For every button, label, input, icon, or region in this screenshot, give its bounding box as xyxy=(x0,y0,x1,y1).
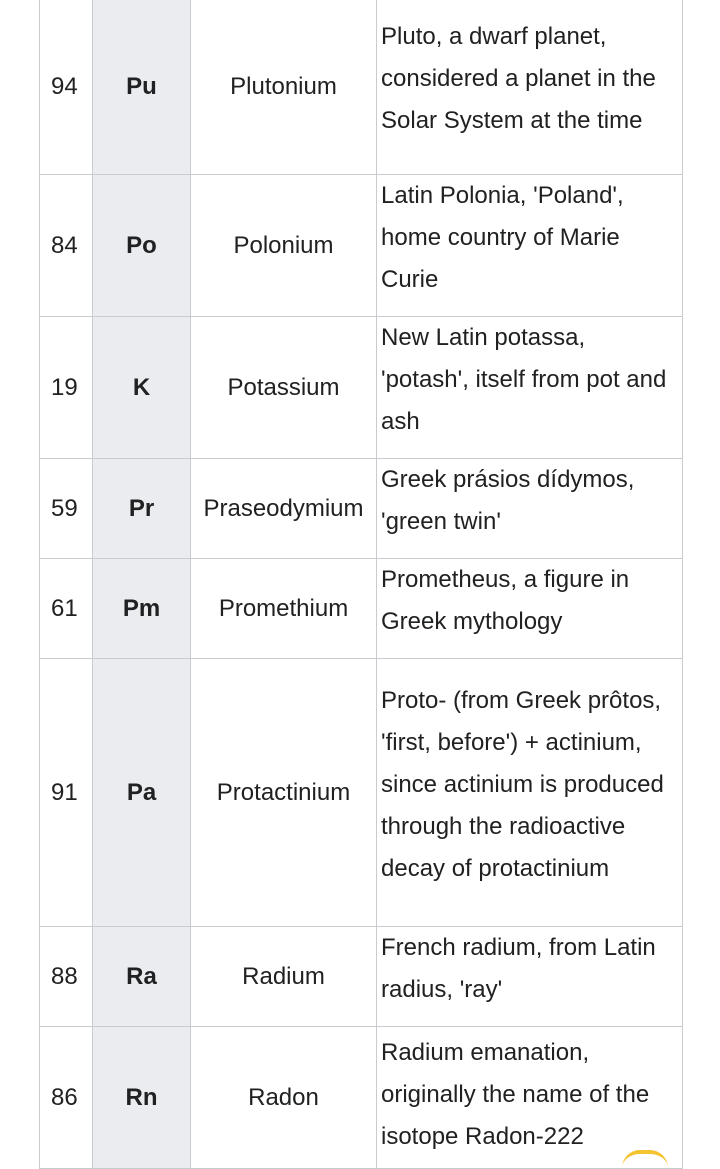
table-row xyxy=(40,559,683,659)
element-symbol: Pm xyxy=(93,559,191,659)
atomic-number: 19 xyxy=(40,317,93,459)
name-origin-text: Radium emanation, originally the name of the isotope Radon-222 xyxy=(381,1038,650,1150)
atomic-number: 84 xyxy=(40,175,93,317)
element-symbol: Rn xyxy=(93,1027,191,1169)
table-row xyxy=(40,927,683,1027)
table-row xyxy=(40,459,683,559)
element-name: Praseodymium xyxy=(191,459,377,559)
atomic-number: 91 xyxy=(40,659,93,927)
name-origin xyxy=(377,0,683,175)
element-name: Potassium xyxy=(191,317,377,459)
element-name: Plutonium xyxy=(191,0,377,175)
atomic-number: 88 xyxy=(40,927,93,1027)
atomic-number: 61 xyxy=(40,559,93,659)
name-origin-text: French radium, from Latin radius, 'ray' xyxy=(381,933,656,1003)
element-name: Polonium xyxy=(191,175,377,317)
element-symbol: Pu xyxy=(93,0,191,175)
elements-table xyxy=(39,0,683,1169)
element-symbol: K xyxy=(93,317,191,459)
element-name: Radon xyxy=(191,1027,377,1169)
name-origin xyxy=(377,1027,683,1169)
table-row xyxy=(40,1027,683,1169)
name-origin-text: Pluto, a dwarf planet, considered a planet in the Solar System at the time xyxy=(381,23,656,134)
table-row xyxy=(40,175,683,317)
name-origin-text: Proto- (from Greek prôtos, 'first, before') + actinium, since actinium is produced through the radioactive decay of protactinium xyxy=(381,686,664,882)
element-symbol: Ra xyxy=(93,927,191,1027)
atomic-number: 59 xyxy=(40,459,93,559)
table-row xyxy=(40,659,683,927)
name-origin xyxy=(377,659,683,927)
table-row xyxy=(40,0,683,175)
name-origin-text: Greek prásios dídymos, 'green twin' xyxy=(381,465,635,535)
atomic-number: 86 xyxy=(40,1027,93,1169)
element-symbol: Po xyxy=(93,175,191,317)
name-origin xyxy=(377,559,683,659)
name-origin-text: New Latin potassa, 'potash', itself from pot and ash xyxy=(381,323,667,435)
elements-table-container xyxy=(39,0,683,1169)
table-row xyxy=(40,317,683,459)
element-name: Protactinium xyxy=(191,659,377,927)
name-origin xyxy=(377,459,683,559)
name-origin-text: Latin Polonia, 'Poland', home country of Marie Curie xyxy=(381,181,624,293)
element-name: Radium xyxy=(191,927,377,1027)
name-origin xyxy=(377,317,683,459)
atomic-number: 94 xyxy=(40,0,93,175)
name-origin-text: Prometheus, a figure in Greek mythology xyxy=(381,565,630,635)
element-symbol: Pr xyxy=(93,459,191,559)
element-symbol: Pa xyxy=(93,659,191,927)
name-origin xyxy=(377,927,683,1027)
name-origin xyxy=(377,175,683,317)
element-name: Promethium xyxy=(191,559,377,659)
